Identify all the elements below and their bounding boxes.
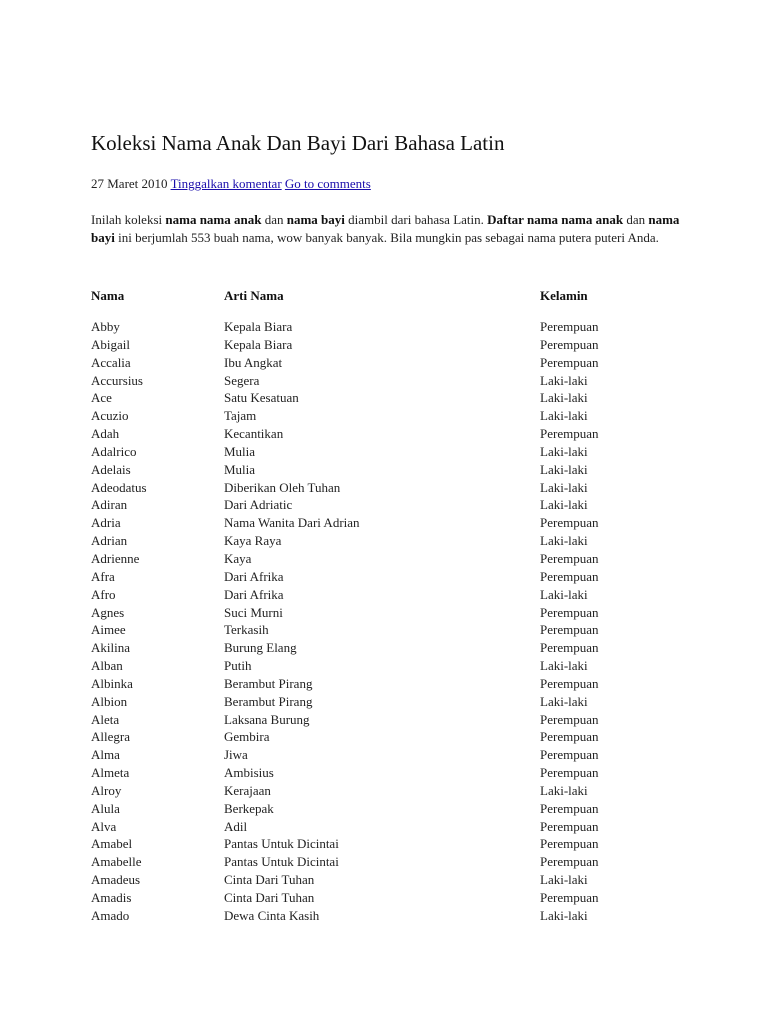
table-row: [91, 318, 651, 336]
table-row: [91, 621, 651, 639]
cell-nama: Akilina: [91, 640, 130, 656]
cell-arti-nama: Kecantikan: [224, 426, 284, 442]
post-date: 27 Maret 2010: [91, 176, 168, 191]
intro-bold: nama bayi: [91, 212, 680, 245]
cell-nama: Adeodatus: [91, 479, 147, 495]
table-row: [91, 889, 651, 907]
cell-kelamin: Laki-laki: [540, 658, 588, 674]
cell-kelamin: Laki-laki: [540, 693, 588, 709]
cell-kelamin: Perempuan: [540, 675, 599, 691]
cell-nama: Adiran: [91, 497, 128, 513]
intro-text: diambil dari bahasa Latin.: [344, 212, 488, 227]
intro-bold: nama nama anak: [165, 212, 262, 227]
cell-kelamin: Perempuan: [540, 711, 599, 727]
cell-kelamin: Perempuan: [540, 765, 599, 781]
cell-arti-nama: Kerajaan: [224, 782, 271, 798]
table-row: [91, 835, 651, 853]
cell-nama: Aimee: [91, 622, 126, 638]
cell-kelamin: Laki-laki: [540, 408, 588, 424]
cell-arti-nama: Kepala Biara: [224, 319, 293, 334]
cell-nama: Adelais: [91, 461, 131, 477]
intro-text: dan: [623, 212, 649, 227]
intro-bold: nama bayi: [286, 212, 345, 227]
names-table: [91, 288, 651, 925]
cell-nama: Amadis: [91, 890, 132, 905]
table-row: [91, 639, 651, 657]
cell-arti-nama: Segera: [224, 372, 260, 388]
cell-arti-nama: Kaya Raya: [224, 533, 282, 549]
cell-arti-nama: Tajam: [224, 408, 257, 424]
table-row: [91, 389, 651, 407]
table-row: [91, 496, 651, 514]
table-row: [91, 586, 651, 604]
cell-kelamin: Perempuan: [540, 550, 599, 566]
table-row: [91, 853, 651, 871]
cell-nama: Allegra: [91, 729, 130, 745]
cell-nama: Amabel: [91, 836, 133, 852]
cell-nama: Amadeus: [91, 872, 141, 888]
cell-nama: Amado: [91, 907, 130, 923]
table-row: [91, 461, 651, 479]
table-row: [91, 568, 651, 586]
cell-nama: Afra: [91, 568, 115, 584]
cell-kelamin: Perempuan: [540, 568, 599, 584]
cell-nama: Agnes: [91, 604, 125, 620]
cell-arti-nama: Berkepak: [224, 800, 274, 816]
post-meta: [91, 176, 371, 192]
cell-arti-nama: Laksana Burung: [224, 711, 310, 727]
cell-kelamin: Laki-laki: [540, 497, 588, 513]
table-row: [91, 728, 651, 746]
table-row: [91, 550, 651, 568]
table-row: [91, 425, 651, 443]
cell-nama: Alula: [91, 800, 120, 816]
cell-arti-nama: Ambisius: [224, 765, 274, 781]
cell-kelamin: Laki-laki: [540, 390, 588, 406]
table-row: [91, 711, 651, 729]
cell-nama: Accalia: [91, 354, 131, 370]
cell-arti-nama: Pantas Untuk Dicintai: [224, 854, 339, 870]
cell-nama: Adrienne: [91, 550, 140, 566]
cell-arti-nama: Kepala Biara: [224, 336, 293, 352]
cell-kelamin: Perempuan: [540, 604, 599, 620]
cell-arti-nama: Satu Kesatuan: [224, 390, 299, 406]
cell-kelamin: Perempuan: [540, 729, 599, 745]
table-row: [91, 871, 651, 889]
cell-kelamin: Perempuan: [540, 800, 599, 816]
cell-arti-nama: Ibu Angkat: [224, 354, 283, 370]
cell-kelamin: Perempuan: [540, 354, 599, 370]
table-row: [91, 443, 651, 461]
intro-paragraph: [91, 211, 681, 247]
cell-kelamin: Perempuan: [540, 818, 599, 834]
go-to-comments-link[interactable]: Go to comments: [284, 176, 371, 191]
cell-nama: Almeta: [91, 765, 130, 781]
cell-nama: Abby: [91, 319, 120, 334]
cell-kelamin: Perempuan: [540, 336, 599, 352]
table-row: [91, 336, 651, 354]
cell-nama: Adrian: [91, 533, 128, 549]
cell-kelamin: Perempuan: [540, 854, 599, 870]
cell-nama: Ace: [91, 390, 112, 406]
cell-nama: Abigail: [91, 336, 130, 352]
table-row: [91, 407, 651, 425]
cell-kelamin: Perempuan: [540, 836, 599, 852]
cell-arti-nama: Dewa Cinta Kasih: [224, 907, 320, 923]
cell-kelamin: Perempuan: [540, 747, 599, 763]
cell-arti-nama: Burung Elang: [224, 640, 297, 656]
table-row: [91, 907, 651, 925]
cell-nama: Alva: [91, 818, 117, 834]
cell-kelamin: Laki-laki: [540, 372, 588, 388]
cell-arti-nama: Dari Afrika: [224, 586, 284, 602]
cell-nama: Accursius: [91, 372, 143, 388]
cell-nama: Adah: [91, 426, 120, 442]
cell-kelamin: Perempuan: [540, 622, 599, 638]
table-row: [91, 532, 651, 550]
cell-kelamin: Laki-laki: [540, 872, 588, 888]
cell-arti-nama: Nama Wanita Dari Adrian: [224, 515, 360, 531]
cell-kelamin: Perempuan: [540, 515, 599, 531]
leave-comment-link[interactable]: Tinggalkan komentar: [170, 176, 282, 191]
table-body: [91, 318, 651, 925]
table-row: [91, 800, 651, 818]
cell-arti-nama: Terkasih: [224, 622, 269, 638]
cell-nama: Alma: [91, 747, 120, 763]
table-row: [91, 479, 651, 497]
cell-kelamin: Laki-laki: [540, 586, 588, 602]
header-kelamin: Kelamin: [540, 288, 588, 303]
cell-arti-nama: Pantas Untuk Dicintai: [224, 836, 339, 852]
cell-kelamin: Laki-laki: [540, 782, 588, 798]
cell-arti-nama: Gembira: [224, 729, 270, 745]
table-row: [91, 514, 651, 532]
cell-arti-nama: Dari Adriatic: [224, 497, 293, 513]
cell-arti-nama: Putih: [224, 658, 252, 674]
cell-arti-nama: Mulia: [224, 443, 256, 459]
cell-kelamin: Perempuan: [540, 426, 599, 442]
table-row: [91, 818, 651, 836]
cell-arti-nama: Cinta Dari Tuhan: [224, 890, 315, 905]
cell-arti-nama: Dari Afrika: [224, 568, 284, 584]
cell-kelamin: Laki-laki: [540, 907, 588, 923]
cell-nama: Albinka: [91, 675, 133, 691]
table-row: [91, 657, 651, 675]
cell-arti-nama: Suci Murni: [224, 604, 283, 620]
intro-text: Inilah koleksi: [91, 212, 166, 227]
cell-nama: Albion: [91, 693, 128, 709]
cell-arti-nama: Jiwa: [224, 747, 248, 763]
cell-arti-nama: Cinta Dari Tuhan: [224, 872, 315, 888]
header-arti-nama: Arti Nama: [224, 288, 284, 303]
table-row: [91, 782, 651, 800]
cell-arti-nama: Mulia: [224, 461, 256, 477]
cell-kelamin: Perempuan: [540, 890, 599, 905]
table-header: [91, 288, 651, 306]
table-row: [91, 693, 651, 711]
intro-bold: Daftar nama nama anak: [487, 212, 624, 227]
header-nama: Nama: [91, 288, 125, 303]
table-row: [91, 372, 651, 390]
cell-kelamin: Laki-laki: [540, 461, 588, 477]
intro-text: dan: [261, 212, 287, 227]
cell-nama: Afro: [91, 586, 116, 602]
table-row: [91, 746, 651, 764]
cell-nama: Aleta: [91, 711, 120, 727]
cell-arti-nama: Berambut Pirang: [224, 675, 313, 691]
table-row: [91, 675, 651, 693]
table-row: [91, 604, 651, 622]
cell-nama: Alban: [91, 658, 123, 674]
cell-nama: Acuzio: [91, 408, 129, 424]
cell-arti-nama: Diberikan Oleh Tuhan: [224, 479, 341, 495]
cell-kelamin: Perempuan: [540, 319, 599, 334]
page-title: Koleksi Nama Anak Dan Bayi Dari Bahasa Latin: [91, 131, 505, 155]
cell-nama: Amabelle: [91, 854, 142, 870]
cell-nama: Adalrico: [91, 443, 137, 459]
table-row: [91, 354, 651, 372]
cell-arti-nama: Berambut Pirang: [224, 693, 313, 709]
cell-arti-nama: Adil: [224, 818, 248, 834]
cell-kelamin: Laki-laki: [540, 479, 588, 495]
cell-kelamin: Laki-laki: [540, 533, 588, 549]
cell-kelamin: Laki-laki: [540, 443, 588, 459]
cell-nama: Alroy: [91, 782, 122, 798]
cell-kelamin: Perempuan: [540, 640, 599, 656]
cell-nama: Adria: [91, 515, 121, 531]
cell-arti-nama: Kaya: [224, 550, 252, 566]
table-row: [91, 764, 651, 782]
intro-text: ini berjumlah 553 buah nama, wow banyak banyak. Bila mungkin pas sebagai nama putera puteri Anda.: [114, 230, 659, 245]
